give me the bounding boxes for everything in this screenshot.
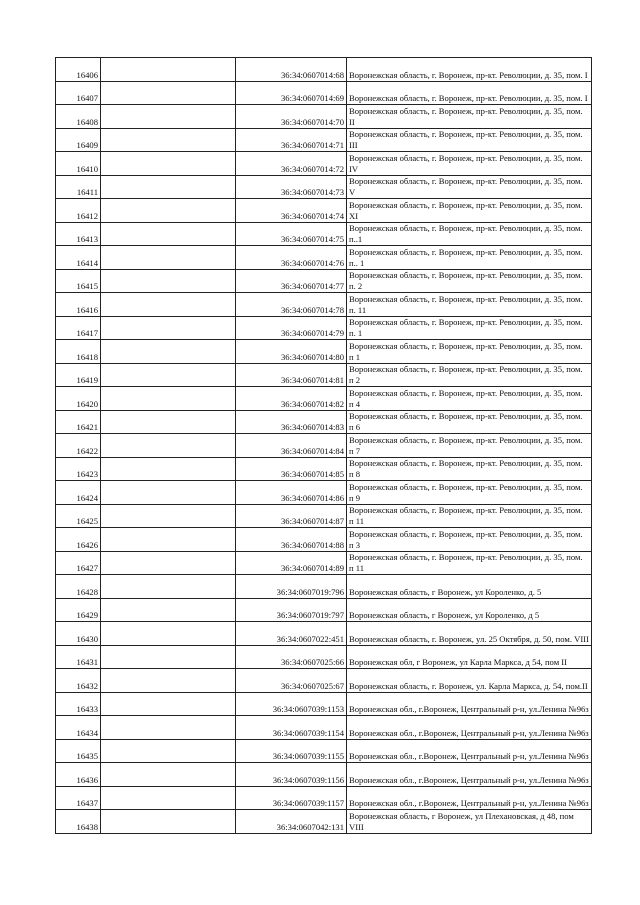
empty-cell: [101, 551, 236, 575]
table-row: [56, 363, 592, 387]
row-number: 16438: [56, 810, 101, 834]
cadastral-number: 36:34:0607014:71: [236, 128, 347, 152]
cadastral-number: 36:34:0607022:451: [236, 622, 347, 646]
registry-table-body: [56, 58, 592, 834]
table-row: [56, 598, 592, 622]
empty-cell: [101, 269, 236, 293]
row-number: 16422: [56, 434, 101, 458]
address-cell: Воронежская область, г. Воронеж, пр-кт. Революции, д. 35, пом. II: [347, 105, 592, 129]
row-number: 16434: [56, 716, 101, 740]
row-number: 16414: [56, 246, 101, 270]
cadastral-number: 36:34:0607014:83: [236, 410, 347, 434]
address-cell: Воронежская область, г Воронеж, ул Короленко, д 5: [347, 598, 592, 622]
address-cell: Воронежская обл., г.Воронеж, Центральный р-н, ул.Ленина №96з: [347, 716, 592, 740]
registry-table: [55, 57, 592, 834]
table-row: [56, 387, 592, 411]
empty-cell: [101, 457, 236, 481]
row-number: 16420: [56, 387, 101, 411]
empty-cell: [101, 222, 236, 246]
row-number: 16419: [56, 363, 101, 387]
row-number: 16418: [56, 340, 101, 364]
table-row: [56, 810, 592, 834]
cadastral-number: 36:34:0607039:1157: [236, 786, 347, 810]
row-number: 16410: [56, 152, 101, 176]
empty-cell: [101, 387, 236, 411]
cadastral-number: 36:34:0607014:86: [236, 481, 347, 505]
table-row: [56, 739, 592, 763]
empty-cell: [101, 810, 236, 834]
table-row: [56, 222, 592, 246]
address-cell: Воронежская область, г. Воронеж, пр-кт. Революции, д. 35, пом. п. 1: [347, 316, 592, 340]
row-number: 16437: [56, 786, 101, 810]
row-number: 16413: [56, 222, 101, 246]
address-cell: Воронежская обл., г.Воронеж, Центральный р-н, ул.Ленина №96з: [347, 763, 592, 787]
table-row: [56, 645, 592, 669]
address-cell: Воронежская обл., г.Воронеж, Центральный р-н, ул.Ленина №96з: [347, 786, 592, 810]
cadastral-number: 36:34:0607014:85: [236, 457, 347, 481]
address-cell: Воронежская обл., г.Воронеж, Центральный р-н, ул.Ленина №96з: [347, 739, 592, 763]
empty-cell: [101, 434, 236, 458]
empty-cell: [101, 716, 236, 740]
address-cell: Воронежская область, г. Воронеж, пр-кт. Революции, д. 35, пом. п 7: [347, 434, 592, 458]
row-number: 16411: [56, 175, 101, 199]
table-row: [56, 316, 592, 340]
empty-cell: [101, 481, 236, 505]
empty-cell: [101, 669, 236, 693]
cadastral-number: 36:34:0607014:76: [236, 246, 347, 270]
cadastral-number: 36:34:0607025:66: [236, 645, 347, 669]
cadastral-number: 36:34:0607019:797: [236, 598, 347, 622]
cadastral-number: 36:34:0607014:81: [236, 363, 347, 387]
table-row: [56, 434, 592, 458]
table-row: [56, 340, 592, 364]
row-number: 16415: [56, 269, 101, 293]
row-number: 16421: [56, 410, 101, 434]
cadastral-number: 36:34:0607014:89: [236, 551, 347, 575]
address-cell: Воронежская область, г. Воронеж, пр-кт. Революции, д. 35, пом. п 9: [347, 481, 592, 505]
table-row: [56, 152, 592, 176]
empty-cell: [101, 575, 236, 599]
empty-cell: [101, 786, 236, 810]
row-number: 16433: [56, 692, 101, 716]
address-cell: Воронежская область, г. Воронеж, пр-кт. Революции, д. 35, пом. п 1: [347, 340, 592, 364]
table-row: [56, 246, 592, 270]
empty-cell: [101, 739, 236, 763]
empty-cell: [101, 692, 236, 716]
empty-cell: [101, 645, 236, 669]
address-cell: Воронежская область, г. Воронеж, пр-кт. Революции, д. 35, пом. п 4: [347, 387, 592, 411]
address-cell: Воронежская область, г. Воронеж, пр-кт. Революции, д. 35, пом. п. 2: [347, 269, 592, 293]
address-cell: Воронежская область, г Воронеж, ул Плехановская, д 48, пом VIII: [347, 810, 592, 834]
row-number: 16408: [56, 105, 101, 129]
empty-cell: [101, 763, 236, 787]
empty-cell: [101, 363, 236, 387]
address-cell: Воронежская область, г. Воронеж, пр-кт. Революции, д. 35, пом. п 11: [347, 504, 592, 528]
address-cell: Воронежская область, г. Воронеж, ул. Карла Маркса, д. 54, пом.II: [347, 669, 592, 693]
table-row: [56, 551, 592, 575]
table-row: [56, 105, 592, 129]
row-number: 16423: [56, 457, 101, 481]
table-row: [56, 504, 592, 528]
cadastral-number: 36:34:0607014:87: [236, 504, 347, 528]
row-number: 16428: [56, 575, 101, 599]
empty-cell: [101, 598, 236, 622]
table-row: [56, 692, 592, 716]
empty-cell: [101, 58, 236, 82]
row-number: 16436: [56, 763, 101, 787]
empty-cell: [101, 128, 236, 152]
cadastral-number: 36:34:0607014:84: [236, 434, 347, 458]
cadastral-number: 36:34:0607039:1156: [236, 763, 347, 787]
address-cell: Воронежская область, г. Воронеж, пр-кт. Революции, д. 35, пом. п 2: [347, 363, 592, 387]
cadastral-number: 36:34:0607014:79: [236, 316, 347, 340]
address-cell: Воронежская область, г. Воронеж, пр-кт. Революции, д. 35, пом. XI: [347, 199, 592, 223]
empty-cell: [101, 622, 236, 646]
table-row: [56, 457, 592, 481]
cadastral-number: 36:34:0607014:68: [236, 58, 347, 82]
cadastral-number: 36:34:0607014:69: [236, 81, 347, 105]
table-row: [56, 481, 592, 505]
table-row: [56, 293, 592, 317]
row-number: 16416: [56, 293, 101, 317]
cadastral-number: 36:34:0607039:1155: [236, 739, 347, 763]
address-cell: Воронежская область, г. Воронеж, пр-кт. Революции, д. 35, пом. III: [347, 128, 592, 152]
address-cell: Воронежская область, г. Воронеж, пр-кт. Революции, д. 35, пом. п 6: [347, 410, 592, 434]
cadastral-number: 36:34:0607025:67: [236, 669, 347, 693]
cadastral-number: 36:34:0607014:75: [236, 222, 347, 246]
empty-cell: [101, 340, 236, 364]
empty-cell: [101, 152, 236, 176]
cadastral-number: 36:34:0607014:80: [236, 340, 347, 364]
table-row: [56, 528, 592, 552]
cadastral-number: 36:34:0607014:82: [236, 387, 347, 411]
table-row: [56, 81, 592, 105]
row-number: 16425: [56, 504, 101, 528]
cadastral-number: 36:34:0607014:78: [236, 293, 347, 317]
row-number: 16432: [56, 669, 101, 693]
row-number: 16417: [56, 316, 101, 340]
row-number: 16430: [56, 622, 101, 646]
address-cell: Воронежская область, г. Воронеж, пр-кт. Революции, д. 35, пом. V: [347, 175, 592, 199]
address-cell: Воронежская область, г. Воронеж, пр-кт. Революции, д. 35, пом. п 3: [347, 528, 592, 552]
table-row: [56, 575, 592, 599]
table-row: [56, 58, 592, 82]
address-cell: Воронежская область, г. Воронеж, пр-кт. Революции, д. 35, пом. п.. 1: [347, 246, 592, 270]
address-cell: Воронежская область, г. Воронеж, пр-кт. Революции, д. 35, пом. п..1: [347, 222, 592, 246]
cadastral-number: 36:34:0607014:72: [236, 152, 347, 176]
empty-cell: [101, 293, 236, 317]
row-number: 16406: [56, 58, 101, 82]
cadastral-number: 36:34:0607014:74: [236, 199, 347, 223]
empty-cell: [101, 410, 236, 434]
empty-cell: [101, 316, 236, 340]
cadastral-number: 36:34:0607039:1153: [236, 692, 347, 716]
cadastral-number: 36:34:0607042:131: [236, 810, 347, 834]
cadastral-number: 36:34:0607014:77: [236, 269, 347, 293]
empty-cell: [101, 504, 236, 528]
cadastral-number: 36:34:0607039:1154: [236, 716, 347, 740]
empty-cell: [101, 246, 236, 270]
address-cell: Воронежская область, г. Воронеж, пр-кт. Революции, д. 35, пом. IV: [347, 152, 592, 176]
cadastral-number: 36:34:0607014:73: [236, 175, 347, 199]
address-cell: Воронежская обл., г.Воронеж, Центральный р-н, ул.Ленина №96з: [347, 692, 592, 716]
address-cell: Воронежская область, г. Воронеж, пр-кт. Революции, д. 35, пом. п. 11: [347, 293, 592, 317]
empty-cell: [101, 105, 236, 129]
address-cell: Воронежская область, г. Воронеж, пр-кт. Революции, д. 35, пом. I: [347, 58, 592, 82]
address-cell: Воронежская область, г. Воронеж, пр-кт. Революции, д. 35, пом. п 11: [347, 551, 592, 575]
empty-cell: [101, 81, 236, 105]
table-row: [56, 199, 592, 223]
address-cell: Воронежская обл, г Воронеж, ул Карла Маркса, д 54, пом II: [347, 645, 592, 669]
table-row: [56, 269, 592, 293]
table-row: [56, 622, 592, 646]
row-number: 16426: [56, 528, 101, 552]
table-row: [56, 175, 592, 199]
table-row: [56, 669, 592, 693]
address-cell: Воронежская область, г. Воронеж, ул. 25 Октября, д. 50, пом. VIII: [347, 622, 592, 646]
row-number: 16407: [56, 81, 101, 105]
empty-cell: [101, 528, 236, 552]
row-number: 16409: [56, 128, 101, 152]
cadastral-number: 36:34:0607014:70: [236, 105, 347, 129]
address-cell: Воронежская область, г. Воронеж, пр-кт. Революции, д. 35, пом. I: [347, 81, 592, 105]
empty-cell: [101, 175, 236, 199]
address-cell: Воронежская область, г. Воронеж, пр-кт. Революции, д. 35, пом. п 8: [347, 457, 592, 481]
empty-cell: [101, 199, 236, 223]
row-number: 16412: [56, 199, 101, 223]
row-number: 16427: [56, 551, 101, 575]
table-row: [56, 128, 592, 152]
row-number: 16435: [56, 739, 101, 763]
row-number: 16429: [56, 598, 101, 622]
cadastral-number: 36:34:0607014:88: [236, 528, 347, 552]
address-cell: Воронежская область, г Воронеж, ул Короленко, д. 5: [347, 575, 592, 599]
table-row: [56, 786, 592, 810]
row-number: 16424: [56, 481, 101, 505]
table-row: [56, 763, 592, 787]
table-row: [56, 410, 592, 434]
cadastral-number: 36:34:0607019:796: [236, 575, 347, 599]
row-number: 16431: [56, 645, 101, 669]
table-row: [56, 716, 592, 740]
